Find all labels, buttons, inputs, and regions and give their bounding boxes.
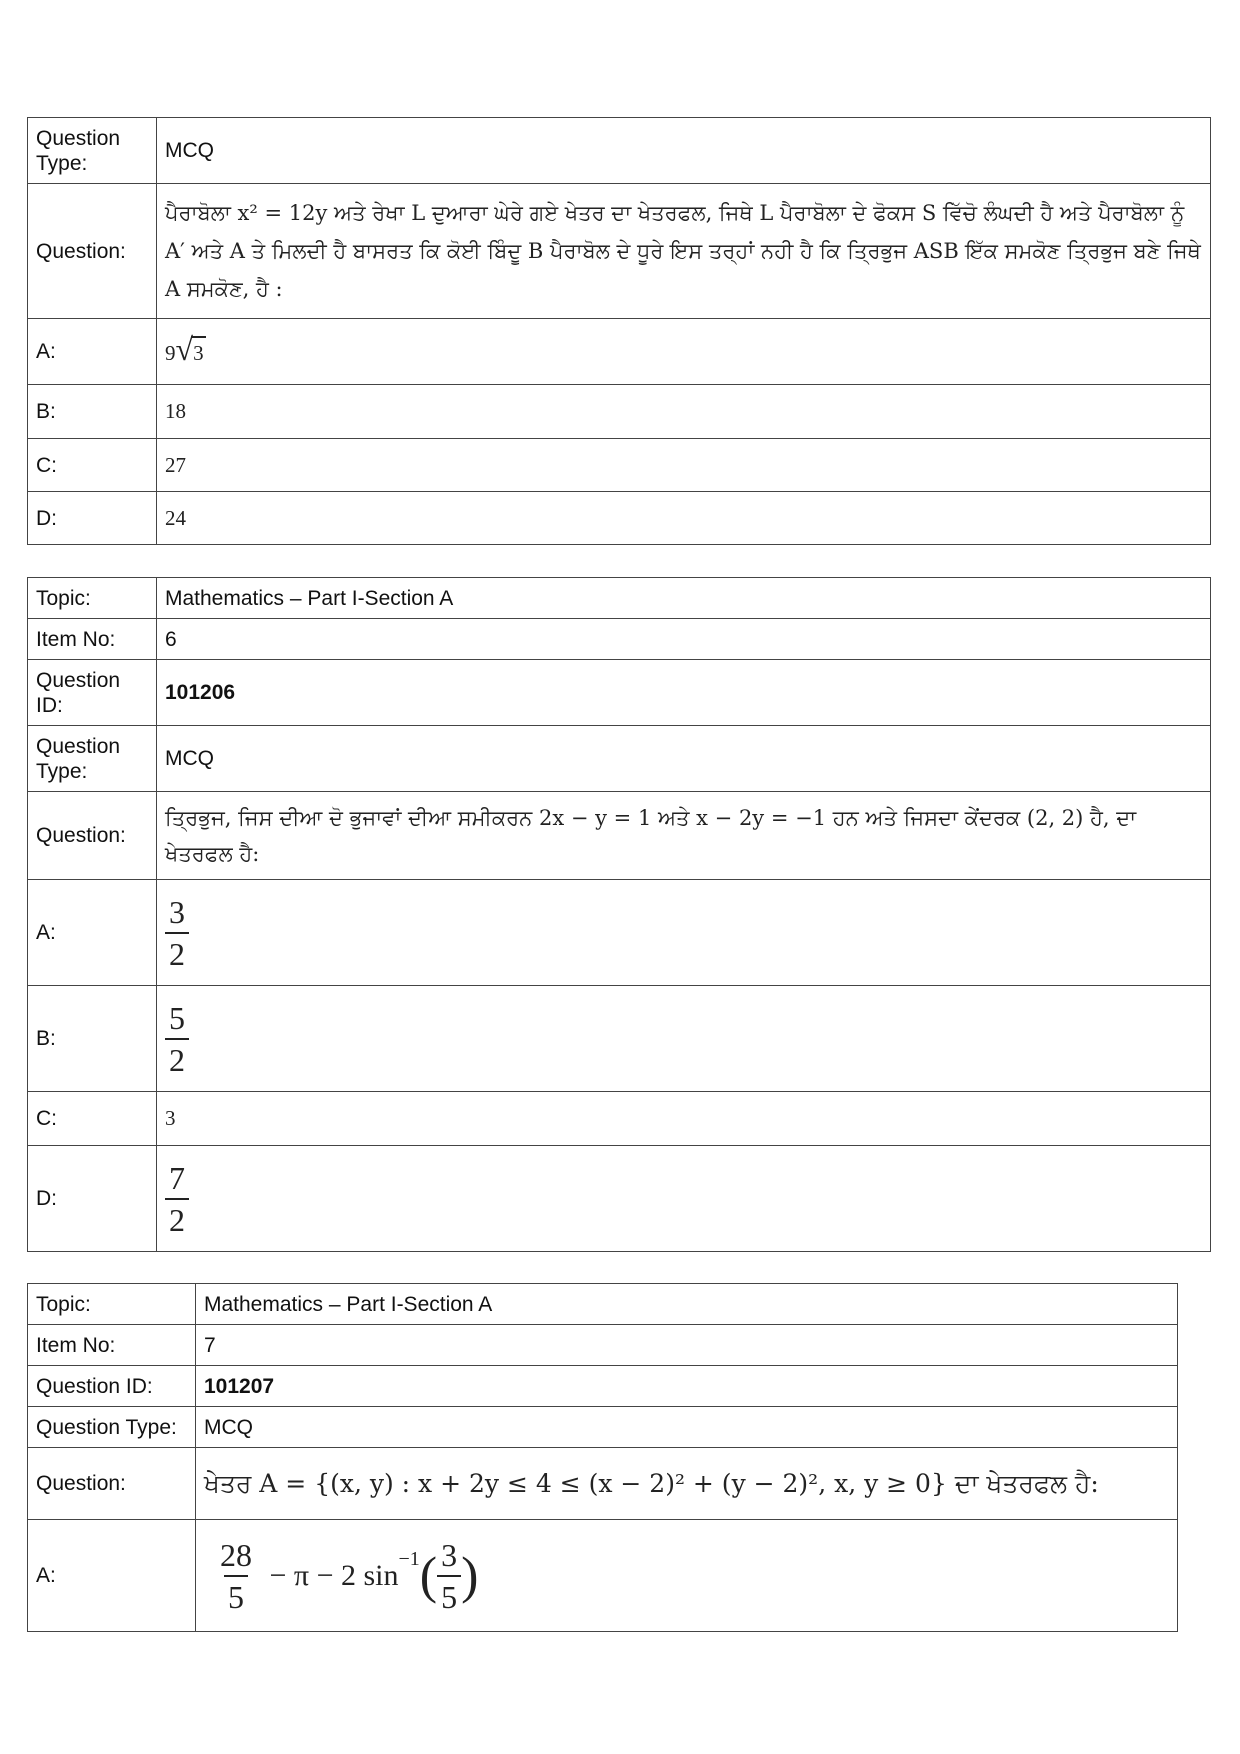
row-question bbox=[28, 184, 1211, 319]
option-label: B: bbox=[28, 986, 157, 1092]
fraction bbox=[165, 1160, 189, 1238]
expression-middle: − π − 2 sin bbox=[269, 1559, 399, 1592]
denominator: 5 bbox=[437, 1575, 461, 1615]
question-block-6 bbox=[27, 577, 1211, 1252]
option-value bbox=[157, 1146, 1211, 1252]
value-question-id: 101206 bbox=[157, 660, 1211, 726]
denominator: 2 bbox=[165, 932, 189, 972]
option-value bbox=[157, 880, 1211, 986]
question-text: ਖੇਤਰ A = {(x, y) : x + 2y ≤ 4 ≤ (x − 2)² + (y − 2)², x, y ≥ 0} ਦਾ ਖੇਤਰਫਲ ਹੈ: bbox=[196, 1448, 1178, 1520]
option-row-b bbox=[28, 986, 1211, 1092]
row-question-id bbox=[28, 660, 1211, 726]
option-row-a bbox=[28, 880, 1211, 986]
left-paren: ( bbox=[419, 1547, 438, 1604]
question-block-5 bbox=[27, 117, 1211, 545]
label-question-type: Question Type: bbox=[28, 118, 157, 184]
value-question-type: MCQ bbox=[196, 1407, 1178, 1448]
right-paren: ) bbox=[461, 1547, 479, 1604]
option-row-c bbox=[28, 439, 1211, 492]
label-topic: Topic: bbox=[28, 578, 157, 619]
row-question-type bbox=[28, 118, 1211, 184]
denominator: 2 bbox=[165, 1038, 189, 1078]
value-question-type: MCQ bbox=[157, 118, 1211, 184]
value-topic: Mathematics – Part I-Section A bbox=[196, 1284, 1178, 1325]
option-row-a bbox=[28, 1520, 1178, 1632]
option-label: A: bbox=[28, 1520, 196, 1632]
option-label: A: bbox=[28, 319, 157, 385]
row-question bbox=[28, 792, 1211, 880]
label-question-type: Question Type: bbox=[28, 1407, 196, 1448]
option-value: 3 bbox=[157, 1092, 1211, 1146]
option-label: D: bbox=[28, 492, 157, 545]
denominator: 2 bbox=[165, 1198, 189, 1238]
row-question bbox=[28, 1448, 1178, 1520]
label-topic: Topic: bbox=[28, 1284, 196, 1325]
row-item-no bbox=[28, 619, 1211, 660]
option-value: 24 bbox=[157, 492, 1211, 545]
option-label: C: bbox=[28, 1092, 157, 1146]
question-block-7 bbox=[27, 1283, 1178, 1632]
question-text: ਤ੍ਰਿਭੁਜ, ਜਿਸ ਦੀਆ ਦੋ ਭੁਜਾਵਾਂ ਦੀਆ ਸਮੀਕਰਨ 2x − y = 1 ਅਤੇ x − 2y = −1 ਹਨ ਅਤੇ ਜਿਸਦਾ ਕੇਂਦਰਕ (2, 2) ਹੈ, ਦਾ ਖੇਤਰਫਲ ਹੈ: bbox=[157, 792, 1211, 880]
option-coefficient: 9 bbox=[165, 340, 176, 365]
numerator: 28 bbox=[220, 1536, 252, 1573]
option-row-a bbox=[28, 319, 1211, 385]
question-text: ਪੈਰਾਬੋਲਾ x² = 12y ਅਤੇ ਰੇਖਾ L ਦੁਆਰਾ ਘੇਰੇ ਗਏ ਖੇਤਰ ਦਾ ਖੇਤਰਫਲ, ਜਿਥੇ L ਪੈਰਾਬੋਲਾ ਦੇ ਫੋਕਸ S ਵਿੱਚੋ ਲੰਘਦੀ ਹੈ ਅਤੇ ਪੈਰਾਬੋਲਾ ਨੂੰ A′ ਅਤੇ A ਤੇ ਮਿਲਦੀ ਹੈ ਬਾਸਰਤ ਕਿ ਕੋਈ ਬਿੰਦੂ B ਪੈਰਾਬੋਲ ਦੇ ਧੂਰੇ ਇਸ ਤਰ੍ਹਾਂ ਨਹੀ ਹੈ ਕਿ ਤ੍ਰਿਭੁਜ ASB ਇੱਕ ਸਮਕੋਣ ਤ੍ਰਿਭੁਜ ਬਣੇ ਜਿਥੇ A ਸਮਕੋਣ, ਹੈ : bbox=[157, 184, 1211, 319]
value-item-no: 6 bbox=[157, 619, 1211, 660]
option-row-d bbox=[28, 1146, 1211, 1252]
option-label: B: bbox=[28, 385, 157, 439]
value-topic: Mathematics – Part I-Section A bbox=[157, 578, 1211, 619]
value-item-no: 7 bbox=[196, 1325, 1178, 1366]
option-radicand: 3 bbox=[191, 336, 206, 368]
fraction bbox=[165, 894, 189, 972]
option-label: C: bbox=[28, 439, 157, 492]
option-row-c bbox=[28, 1092, 1211, 1146]
numerator: 7 bbox=[169, 1159, 185, 1196]
row-topic bbox=[28, 578, 1211, 619]
option-row-d bbox=[28, 492, 1211, 545]
option-value: 18 bbox=[157, 385, 1211, 439]
inverse-exponent: −1 bbox=[398, 1547, 420, 1570]
label-question-type: Question Type: bbox=[28, 726, 157, 792]
denominator: 5 bbox=[224, 1575, 248, 1615]
label-question-id: Question ID: bbox=[28, 1366, 196, 1407]
row-topic bbox=[28, 1284, 1178, 1325]
option-label: D: bbox=[28, 1146, 157, 1252]
label-question-id: Question ID: bbox=[28, 660, 157, 726]
value-question-id: 101207 bbox=[196, 1366, 1178, 1407]
numerator: 3 bbox=[169, 893, 185, 930]
label-item-no: Item No: bbox=[28, 1325, 196, 1366]
label-question: Question: bbox=[28, 184, 157, 319]
inner-fraction bbox=[437, 1537, 461, 1615]
fraction bbox=[165, 1000, 189, 1078]
numerator: 3 bbox=[441, 1536, 458, 1573]
option-value bbox=[157, 986, 1211, 1092]
row-question-id bbox=[28, 1366, 1178, 1407]
value-question-type: MCQ bbox=[157, 726, 1211, 792]
row-item-no bbox=[28, 1325, 1178, 1366]
fraction bbox=[216, 1537, 256, 1615]
option-value: 27 bbox=[157, 439, 1211, 492]
row-question-type bbox=[28, 726, 1211, 792]
option-value bbox=[196, 1520, 1178, 1632]
option-value: 9√3 bbox=[157, 319, 1211, 385]
label-item-no: Item No: bbox=[28, 619, 157, 660]
option-row-b bbox=[28, 385, 1211, 439]
numerator: 5 bbox=[169, 999, 185, 1036]
label-question: Question: bbox=[28, 1448, 196, 1520]
label-question: Question: bbox=[28, 792, 157, 880]
option-label: A: bbox=[28, 880, 157, 986]
row-question-type bbox=[28, 1407, 1178, 1448]
